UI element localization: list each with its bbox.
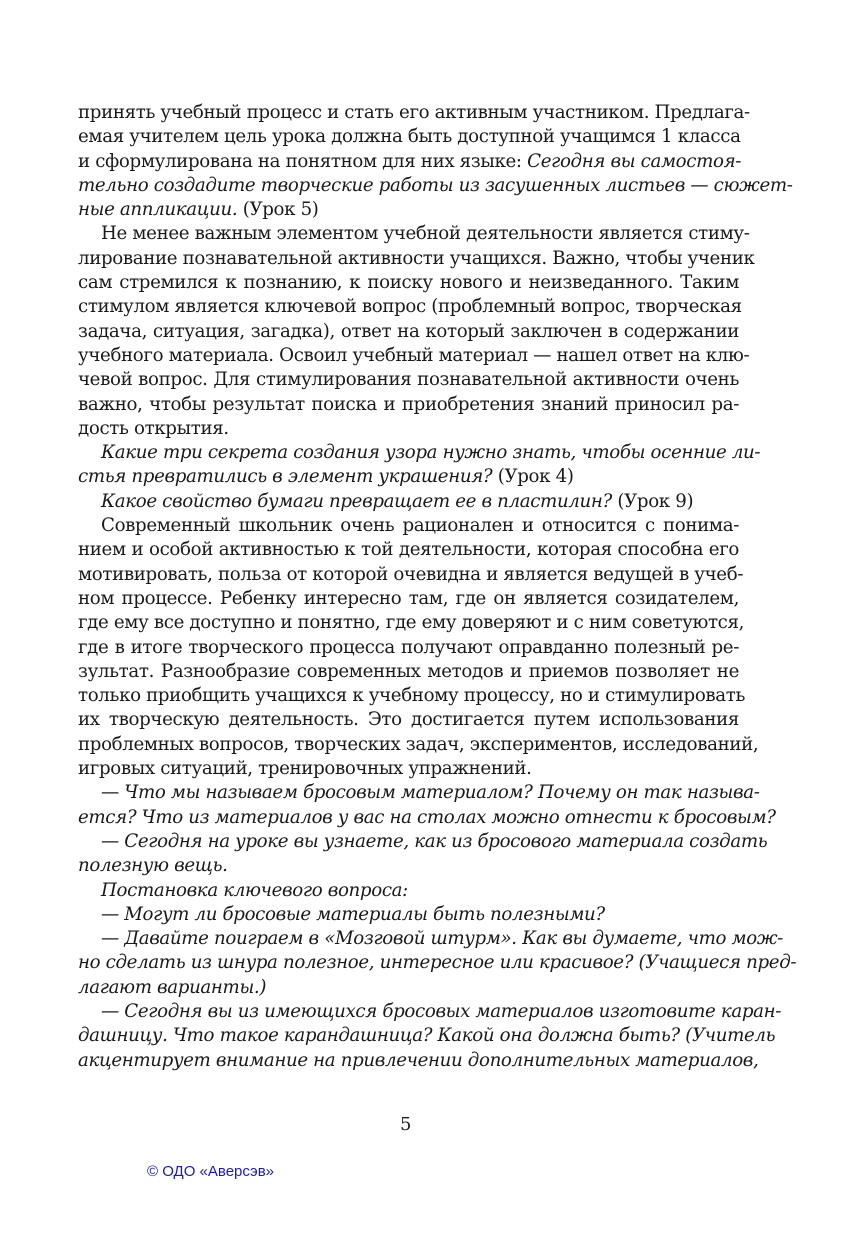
text-line — [78, 538, 739, 562]
text-segment: дость открытия. — [78, 417, 229, 439]
text-segment: нием и особой активностью к той деятельности, которая способна его — [78, 539, 739, 561]
text-line — [78, 198, 739, 222]
text-segment: (Урок 9) — [611, 490, 694, 512]
text-line — [78, 101, 750, 125]
italic-text-segment: тельно создадите творческие работы из засушенных листьев — сюжет- — [78, 174, 793, 196]
text-segment: ном процессе. Ребенку интересно там, где он является созидателем, — [78, 587, 739, 609]
text-line — [78, 393, 739, 417]
text-line — [78, 247, 755, 271]
text-line — [78, 222, 750, 246]
italic-text-segment: Какое свойство бумаги превращает ее в пластилин? — [101, 490, 612, 512]
text-line — [78, 344, 750, 368]
text-segment: Современный школьник очень рационален и относится с понима- — [101, 515, 739, 537]
text-line — [78, 125, 739, 149]
text-segment: лирование познавательной активности учащихся. Важно, чтобы ученик — [78, 247, 755, 269]
text-line — [78, 879, 739, 903]
text-line — [78, 441, 761, 465]
text-segment: игровых ситуаций, тренировочных упражнений. — [78, 758, 532, 780]
text-line — [78, 757, 739, 781]
page-number: 5 — [400, 1114, 412, 1135]
text-line — [78, 174, 793, 198]
text-line — [78, 295, 742, 319]
italic-text-segment: Сегодня вы самостоя- — [527, 150, 742, 172]
italic-text-segment: ется? Что из материалов у вас на столах можно отнести к бросовым? — [78, 806, 776, 828]
text-line — [78, 490, 739, 514]
text-line — [78, 927, 783, 951]
text-segment: и сформулирована на понятном для них языке: — [78, 150, 528, 172]
text-segment: сам стремился к познанию, к поиску нового и неизведанного. Таким — [78, 272, 739, 294]
italic-text-segment: — Что мы называем бросовым материалом? Почему он так называ- — [101, 782, 760, 804]
text-line — [78, 781, 760, 805]
text-line — [78, 684, 746, 708]
italic-text-segment: дашницу. Что такое карандашница? Какой она должна быть? (Учитель — [78, 1025, 776, 1047]
text-segment: мотивировать, польза от которой очевидна и является ведущей в учеб- — [78, 563, 744, 585]
italic-text-segment: полезную вещь. — [78, 855, 228, 877]
text-line — [78, 1049, 759, 1073]
text-line — [78, 806, 776, 830]
text-segment: Не менее важным элементом учебной деятельности является стиму- — [101, 223, 750, 245]
text-line — [78, 611, 745, 635]
text-line — [78, 563, 744, 587]
text-line — [78, 271, 739, 295]
italic-text-segment: стья превратились в элемент украшения? — [78, 466, 493, 488]
text-line — [78, 733, 759, 757]
text-line — [78, 636, 739, 660]
italic-text-segment: но сделать из шнура полезное, интересное или красивое? (Учащиеся пред- — [78, 952, 797, 974]
text-line — [78, 587, 739, 611]
italic-text-segment: акцентирует внимание на привлечении дополнительных материалов, — [78, 1049, 759, 1071]
italic-text-segment: — Сегодня вы из имеющихся бросовых материалов изготовите каран- — [101, 1000, 782, 1022]
text-segment: принять учебный процесс и стать его активным участником. Предлага- — [78, 102, 750, 123]
text-segment: задача, ситуация, загадка), ответ на который заключен в содержании — [78, 320, 739, 342]
copyright-notice: © ОДО «Аверсэв» — [147, 1163, 275, 1180]
text-line — [78, 830, 768, 854]
text-segment: (Урок 5) — [237, 199, 319, 221]
italic-text-segment: лагают варианты.) — [78, 976, 267, 998]
text-segment: учебного материала. Освоил учебный материал — нашел ответ на клю- — [78, 344, 750, 366]
text-line — [78, 854, 739, 878]
document-body — [78, 101, 797, 1073]
text-segment: их творческую деятельность. Это достигается путем использования — [78, 709, 739, 731]
text-segment: проблемных вопросов, творческих задач, экспериментов, исследований, — [78, 733, 759, 755]
text-segment: стимулом является ключевой вопрос (проблемный вопрос, творческая — [78, 296, 742, 318]
italic-text-segment: ные аппликации. — [78, 199, 238, 221]
text-segment: емая учителем цель урока должна быть доступной учащимся 1 класса — [78, 126, 741, 148]
text-line — [78, 708, 739, 732]
italic-text-segment: Какие три секрета создания узора нужно знать, чтобы осенние ли- — [101, 442, 761, 464]
text-segment: чевой вопрос. Для стимулирования познавательной активности очень — [78, 369, 739, 391]
text-segment: где в итоге творческого процесса получают оправданно полезный ре- — [78, 636, 739, 658]
text-line — [78, 368, 739, 392]
text-line — [78, 1000, 782, 1024]
text-segment: где ему все доступно и понятно, где ему доверяют и с ним советуются, — [78, 612, 745, 634]
text-segment: зультат. Разнообразие современных методов и приемов позволяет не — [78, 660, 739, 682]
text-line — [78, 320, 739, 344]
italic-text-segment: Постановка ключевого вопроса: — [101, 879, 408, 901]
text-line — [78, 903, 739, 927]
text-line — [78, 465, 739, 489]
text-segment: только приобщить учащихся к учебному процессу, но и стимулировать — [78, 685, 746, 707]
text-line — [78, 951, 797, 975]
italic-text-segment: — Давайте поиграем в «Мозговой штурм». Как вы думаете, что мож- — [101, 928, 783, 950]
text-segment: (Урок 4) — [492, 466, 574, 488]
italic-text-segment: — Сегодня на уроке вы узнаете, как из бросового материала создать — [101, 830, 768, 852]
text-line — [78, 417, 739, 441]
text-line — [78, 514, 739, 538]
italic-text-segment: — Могут ли бросовые материалы быть полезными? — [101, 903, 605, 925]
text-line — [78, 660, 739, 684]
text-line — [78, 150, 742, 174]
text-line — [78, 976, 739, 1000]
text-line — [78, 1024, 776, 1048]
text-segment: важно, чтобы результат поиска и приобретения знаний приносил ра- — [78, 393, 739, 415]
